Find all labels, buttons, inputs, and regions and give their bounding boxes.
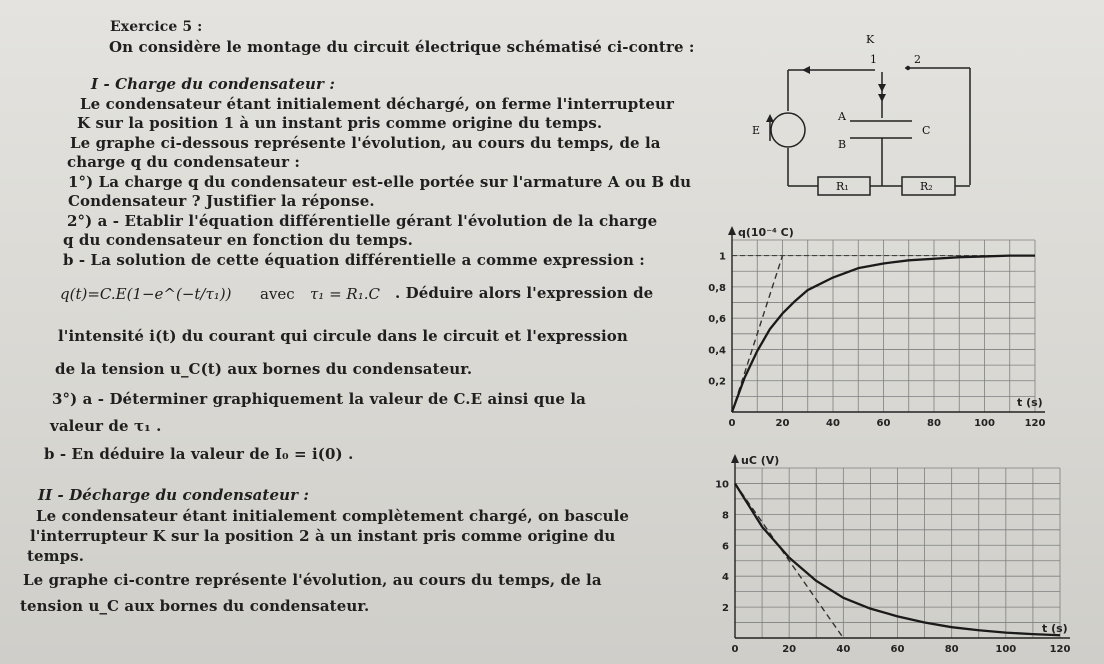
discharge-x-tick-label: 40 (836, 644, 851, 655)
question1-line1: 1°) La charge q du condensateur est-elle portée sur l'armature A ou B du (68, 173, 692, 191)
question3b: b - En déduire la valeur de I₀ = i(0) . (44, 445, 354, 463)
question2b-line4: de la tension u_C(t) aux bornes du condensateur. (55, 360, 473, 378)
part2-line2: l'interrupteur K sur la position 2 à un instant pris comme origine du (30, 527, 616, 545)
question2b-line1: b - La solution de cette équation différentielle a comme expression : (63, 251, 645, 269)
discharge-x-tick-label: 0 (731, 644, 739, 655)
discharge-y-tick-label: 4 (722, 572, 729, 584)
discharge-chart-ylabel: uC (V) (741, 454, 780, 467)
part1-text-line2: K sur la position 1 à un instant pris comme origine du temps. (77, 114, 603, 132)
question1-line2: Condensateur ? Justifier la réponse. (68, 192, 375, 210)
switch-label: K (866, 33, 875, 46)
part1-text-line1: Le condensateur étant initialement déchargé, on ferme l'interrupteur (80, 95, 675, 113)
question2b-line2-tail: . Déduire alors l'expression de (395, 284, 654, 302)
discharge-x-tick-label: 120 (1049, 644, 1071, 655)
circuit-diagram (730, 28, 995, 203)
part1-text-line3: Le graphe ci-dessous représente l'évolution, au cours du temps, de la (70, 134, 661, 152)
question2a-line1: 2°) a - Etablir l'équation différentielle gérant l'évolution de la charge (67, 212, 658, 230)
question3a-line2: valeur de τ₁ . (50, 417, 162, 435)
part2-line4: Le graphe ci-contre représente l'évolution, au cours du temps, de la (23, 571, 602, 589)
charge-chart-xlabel: t (s) (1017, 396, 1043, 409)
discharge-y-tick-label: 8 (722, 510, 729, 522)
discharge-y-tick-label: 6 (722, 541, 729, 553)
formula-charge: q(t)=C.E(1−e^(−t/τ₁)) (60, 285, 232, 303)
charge-chart-ylabel: q(10⁻⁴ C) (738, 226, 794, 239)
exercise-intro: On considère le montage du circuit électrique schématisé ci-contre : (109, 38, 695, 56)
switch-pos1-label: 1 (870, 53, 877, 66)
discharge-x-tick-label: 20 (782, 644, 797, 655)
resistor-r2-label: R₂ (920, 180, 933, 193)
charge-y-tick-label: 0,4 (708, 345, 726, 357)
charge-y-tick-label: 1 (719, 251, 726, 263)
part1-text-line4: charge q du condensateur : (67, 153, 301, 171)
part2-line5: tension u_C aux bornes du condensateur. (20, 597, 370, 615)
charge-y-arrow (728, 226, 736, 235)
charge-x-tick-label: 60 (876, 418, 891, 429)
charge-x-tick-label: 80 (927, 418, 941, 429)
charge-x-tick-label: 20 (775, 418, 790, 429)
part2-heading: II - Décharge du condensateur : (38, 486, 310, 504)
part1-heading: I - Charge du condensateur : (91, 75, 336, 93)
charge-y-tick-label: 0,6 (708, 314, 726, 326)
charge-x-tick-label: 40 (826, 418, 840, 429)
question3a-line1: 3°) a - Déterminer graphiquement la valeur de C.E ainsi que la (52, 390, 586, 408)
generator-symbol (771, 113, 805, 147)
discharge-chart (690, 448, 1090, 660)
discharge-y-tick-label: 2 (722, 603, 729, 615)
question2b-line3: l'intensité i(t) du courant qui circule dans le circuit et l'expression (58, 327, 628, 345)
charge-x-tick-label: 120 (1024, 418, 1046, 429)
plate-b-label: B (838, 138, 847, 151)
charge-x-tick-label: 0 (728, 418, 736, 429)
discharge-y-arrow (731, 454, 739, 463)
charge-y-tick-label: 0,2 (708, 376, 726, 388)
switch-pos2-label: 2 (914, 53, 921, 66)
resistor-r1-label: R₁ (836, 180, 849, 193)
source-label: E (752, 124, 761, 137)
discharge-x-tick-label: 100 (995, 644, 1017, 655)
charge-x-tick-label: 100 (974, 418, 995, 429)
exercise-title: Exercice 5 : (110, 19, 203, 35)
discharge-x-tick-label: 80 (944, 644, 959, 655)
discharge-y-tick-label: 10 (715, 479, 729, 491)
question2a-line2: q du condensateur en fonction du temps. (63, 231, 413, 249)
discharge-chart-xlabel: t (s) (1042, 622, 1068, 635)
formula-avec: avec (260, 285, 295, 303)
part2-line3: temps. (27, 547, 85, 565)
formula-tau: τ₁ = R₁.C (310, 285, 380, 303)
charge-chart (690, 222, 1060, 434)
discharge-x-tick-label: 60 (890, 644, 905, 655)
part2-line1: Le condensateur étant initialement complètement chargé, on bascule (36, 507, 630, 525)
charge-y-tick-label: 0,8 (708, 282, 726, 294)
capacitor-label: C (922, 124, 931, 137)
plate-a-label: A (838, 110, 846, 123)
